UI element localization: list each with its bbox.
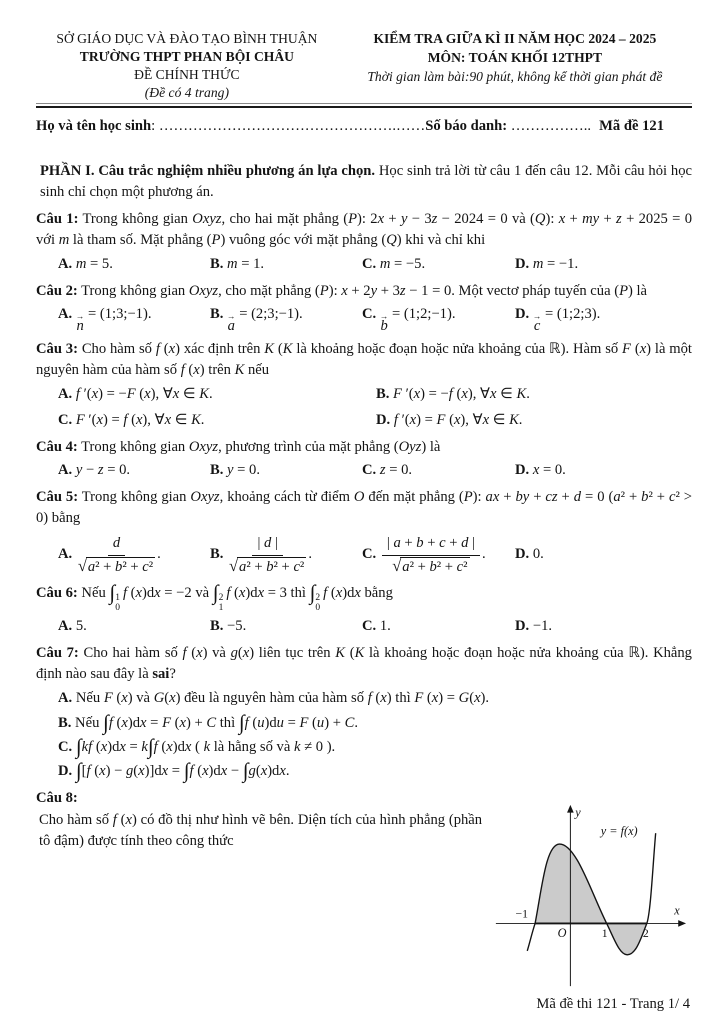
option-value: → n = (1;3;−1). xyxy=(75,305,152,334)
option-letter: C. xyxy=(362,545,377,562)
official-exam-label: ĐỀ CHÍNH THỨC xyxy=(134,66,240,82)
part1-heading xyxy=(40,161,692,203)
question-2-text: Trong không gian Oxyz, cho mặt phẳng (P): x + 2y + 3z − 1 = 0. Một vectơ pháp tuyến của (P) là xyxy=(81,282,648,299)
x-axis-arrow xyxy=(678,920,686,927)
question-8-text: Cho hàm số f (x) có đồ thị như hình vẽ bên. Diện tích của hình phẳng (phần tô đậm) được tính theo công thức xyxy=(39,812,483,850)
option-value: z = 0. xyxy=(379,462,413,479)
option-value: x = 0. xyxy=(532,462,566,479)
question-2-option-d xyxy=(515,304,692,333)
option-letter: D. xyxy=(58,762,73,779)
question-2-option-a xyxy=(58,304,210,333)
header xyxy=(36,30,692,102)
option-letter: D. xyxy=(515,255,530,272)
question-7-statement xyxy=(36,643,692,685)
question-3 xyxy=(36,339,692,431)
option-value: y = 0. xyxy=(227,462,261,479)
question-1-option-c xyxy=(362,254,515,275)
option-letter: D. xyxy=(515,462,530,479)
question-4-option-c xyxy=(362,460,515,481)
question-5 xyxy=(36,487,692,577)
question-5-option-b xyxy=(210,532,362,577)
school-name: TRƯỜNG THPT PHAN BỘI CHÂU xyxy=(79,48,294,64)
question-1-option-a xyxy=(58,254,210,275)
question-2-option-b xyxy=(210,304,362,333)
option-value: F ′(x) = −f (x), ∀x ∈ K. xyxy=(393,385,530,402)
header-divider xyxy=(36,103,692,108)
question-7-option-a xyxy=(58,688,692,709)
student-id-label: Số báo danh: xyxy=(425,117,508,134)
part1-title: PHẦN I. Câu trắc nghiệm nhiều phương án lựa chọn. xyxy=(40,162,376,179)
question-5-text: Trong không gian Oxyz, khoảng cách từ điểm O đến mặt phẳng (P): ax + by + cz + d = 0 (a² + b² + c² > 0) bằng xyxy=(36,489,693,527)
shaded-region-positive xyxy=(535,844,607,923)
origin-label: O xyxy=(557,926,567,941)
question-4-statement xyxy=(36,437,692,458)
question-6-text: Nếu ∫ 1 0 f (x)dx = −2 và ∫ 2 1 f (x)dx = 3 thì ∫ 2 0 f (x)dx bằng xyxy=(81,580,393,613)
question-3-text: Cho hàm số f (x) xác định trên K (K là khoảng hoặc đoạn hoặc nửa khoảng của ℝ). Hàm số F (x) là một nguyên hàm của hàm số f (x) trên K nếu xyxy=(36,341,692,379)
student-row xyxy=(36,116,692,137)
option-letter: C. xyxy=(362,305,377,322)
option-letter: C. xyxy=(362,462,377,479)
option-value: 5. xyxy=(75,617,87,634)
option-value: 1. xyxy=(379,617,391,634)
header-right xyxy=(338,30,692,102)
question-1-options xyxy=(36,254,692,275)
question-2-options xyxy=(36,304,692,333)
question-3-option-a xyxy=(58,384,376,405)
student-name-field xyxy=(36,116,425,137)
question-7-option-c xyxy=(58,734,692,759)
question-5-options xyxy=(36,532,692,577)
option-letter: B. xyxy=(210,305,224,322)
tick-minus1: −1 xyxy=(515,907,529,921)
y-axis-label: y xyxy=(575,805,581,820)
question-4-option-b xyxy=(210,460,362,481)
curve-label: y = f(x) xyxy=(600,824,638,839)
option-letter: A. xyxy=(58,305,73,322)
question-6-option-c xyxy=(362,616,515,637)
question-5-option-c xyxy=(362,532,515,577)
option-letter: D. xyxy=(515,305,530,322)
question-3-label: Câu 3: xyxy=(36,341,78,358)
option-letter: B. xyxy=(210,462,224,479)
option-letter: C. xyxy=(58,738,73,755)
student-name-dots: : ………………………………………….…… xyxy=(151,117,426,134)
option-value: d √ a² + b² + c² . xyxy=(77,534,161,575)
option-letter: B. xyxy=(58,714,72,731)
question-4 xyxy=(36,437,692,481)
exam-title: KIỂM TRA GIỮA KÌ II NĂM HỌC 2024 – 2025 xyxy=(373,31,657,46)
department-name: SỞ GIÁO DỤC VÀ ĐÀO TẠO BÌNH THUẬN xyxy=(56,31,318,46)
option-letter: A. xyxy=(58,385,73,402)
question-4-option-a xyxy=(58,460,210,481)
question-8 xyxy=(36,788,692,994)
question-4-label: Câu 4: xyxy=(36,438,78,455)
option-letter: A. xyxy=(58,617,73,634)
question-5-option-a xyxy=(58,532,210,577)
question-6-statement xyxy=(36,580,692,614)
question-6-label: Câu 6: xyxy=(36,584,78,601)
question-7 xyxy=(36,643,692,782)
student-id-dots: …………….. xyxy=(507,117,592,134)
x-axis-label: x xyxy=(674,903,680,918)
option-value: Nếu ∫f (x)dx = F (x) + C thì ∫f (u)du = F (u) + C. xyxy=(75,710,358,735)
page-footer: Mã đề thi 121 - Trang 1/ 4 xyxy=(536,996,690,1013)
question-6-option-b xyxy=(210,616,362,637)
option-value: −5. xyxy=(227,617,247,634)
option-letter: A. xyxy=(58,462,73,479)
option-letter: A. xyxy=(58,255,73,272)
question-8-body xyxy=(36,805,692,994)
option-letter: D. xyxy=(515,617,530,634)
question-1-label: Câu 1: xyxy=(36,211,79,228)
option-letter: A. xyxy=(58,690,73,707)
exam-subject: MÔN: TOÁN KHỐI 12THPT xyxy=(427,49,603,65)
option-value: m = −5. xyxy=(379,255,426,272)
question-7-text: Cho hai hàm số f (x) và g(x) liên tục trên K (K là khoảng hoặc đoạn hoặc nửa khoảng của ℝ). Khẳng định nào sau đây là sai? xyxy=(36,645,692,683)
option-value: → b = (1;2;−1). xyxy=(379,305,456,334)
question-6-option-d xyxy=(515,616,692,637)
question-4-text: Trong không gian Oxyz, phương trình của mặt phẳng (Oyz) là xyxy=(81,438,441,455)
page-count-note: (Đề có 4 trang) xyxy=(144,84,229,100)
question-3-option-b xyxy=(376,384,692,405)
option-value: → c = (1;2;3). xyxy=(532,305,601,334)
question-1-text: Trong không gian Oxyz, cho hai mặt phẳng (P): 2x + y − 3z − 2024 = 0 và (Q): x + my + z + 2025 = 0 với m là tham số. Mặt phẳng (P) vuông góc với mặt phẳng (Q) khi và chỉ khi xyxy=(36,211,693,249)
question-7-option-d xyxy=(58,758,692,783)
question-5-statement xyxy=(36,487,692,529)
option-letter: C. xyxy=(362,255,377,272)
part1-subtitle: Học sinh trả lời từ câu 1 đến câu 12. Mỗi câu hỏi học sinh chỉ chọn một phương án. xyxy=(40,162,692,201)
question-1-option-d xyxy=(515,254,692,275)
option-value: | a + b + c + d | √ a² + b² + c² . xyxy=(380,546,486,562)
option-value: f ′(x) = −F (x), ∀x ∈ K. xyxy=(75,385,213,402)
question-4-option-d xyxy=(515,460,692,481)
question-3-statement xyxy=(36,339,692,381)
header-left xyxy=(36,30,338,102)
option-value: ∫kf (x)dx = k∫f (x)dx ( k là hằng số và k ≠ 0 ). xyxy=(75,734,336,759)
option-value: f ′(x) = F (x), ∀x ∈ K. xyxy=(393,411,523,428)
question-5-option-d xyxy=(515,544,692,565)
question-2-label: Câu 2: xyxy=(36,282,78,299)
option-letter: A. xyxy=(58,545,73,562)
question-1-statement xyxy=(36,209,692,251)
option-letter: C. xyxy=(362,617,377,634)
question-6-option-a xyxy=(58,616,210,637)
option-value: F ′(x) = f (x), ∀x ∈ K. xyxy=(75,411,205,428)
question-2-option-c xyxy=(362,304,515,333)
question-5-label: Câu 5: xyxy=(36,489,79,506)
option-letter: B. xyxy=(210,617,224,634)
student-id-field xyxy=(425,116,591,137)
question-2-statement xyxy=(36,281,692,302)
option-value: → a = (2;3;−1). xyxy=(227,305,303,334)
question-8-label: Câu 8: xyxy=(36,789,78,806)
question-7-options xyxy=(36,688,692,782)
option-letter: D. xyxy=(515,545,530,562)
question-3-option-c xyxy=(58,410,376,431)
question-7-option-b xyxy=(58,710,692,735)
y-axis-arrow xyxy=(567,805,574,813)
option-letter: C. xyxy=(58,411,73,428)
option-letter: B. xyxy=(210,545,224,562)
exam-code-badge: Mã đề 121 xyxy=(599,117,664,134)
option-value: m = 1. xyxy=(227,255,265,272)
option-value: 0. xyxy=(532,545,544,562)
question-4-options xyxy=(36,460,692,481)
question-2 xyxy=(36,281,692,334)
option-value: y − z = 0. xyxy=(75,462,131,479)
exam-duration: Thời gian làm bài:90 phút, không kể thời gian phát đề xyxy=(367,68,663,84)
option-value: m = 5. xyxy=(75,255,113,272)
question-1 xyxy=(36,209,692,274)
option-letter: B. xyxy=(376,385,390,402)
question-1-option-b xyxy=(210,254,362,275)
question-3-options xyxy=(36,384,692,431)
tick-1: 1 xyxy=(601,927,608,941)
question-7-label: Câu 7: xyxy=(36,645,79,662)
option-value: Nếu F (x) và G(x) đều là nguyên hàm của hàm số f (x) thì F (x) = G(x). xyxy=(75,690,490,707)
function-graph xyxy=(490,796,692,994)
option-value: −1. xyxy=(532,617,553,634)
tick-2: 2 xyxy=(642,927,649,941)
question-3-option-d xyxy=(376,410,692,431)
option-letter: D. xyxy=(376,411,391,428)
student-name-label: Họ và tên học sinh xyxy=(36,117,152,134)
option-value: | d | √ a² + b² + c² . xyxy=(229,534,312,575)
question-6-options xyxy=(36,616,692,637)
option-letter: B. xyxy=(210,255,224,272)
option-value: ∫[f (x) − g(x)]dx = ∫f (x)dx − ∫g(x)dx. xyxy=(75,758,290,783)
option-value: m = −1. xyxy=(532,255,579,272)
question-6 xyxy=(36,580,692,637)
